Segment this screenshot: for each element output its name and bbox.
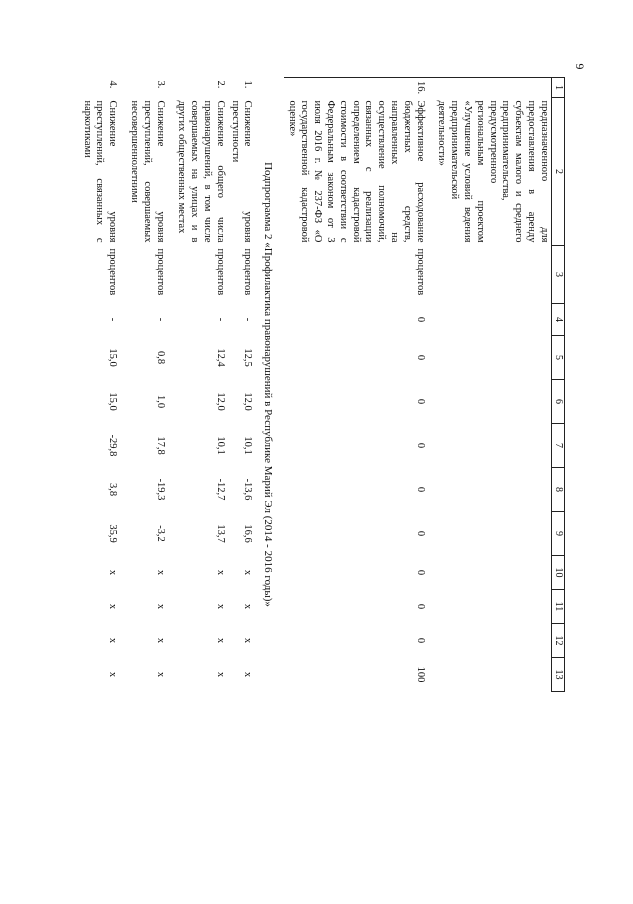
value-cell: 12,5 [242, 348, 254, 367]
value-cell: 15,0 [107, 348, 119, 367]
table-row [227, 78, 255, 692]
value-cell: 12,0 [214, 392, 226, 411]
value-cell [434, 658, 552, 692]
value-cell: - [154, 317, 166, 322]
value-cell: 3,8 [107, 482, 119, 497]
value-cell: x [242, 603, 254, 610]
row-number [434, 78, 552, 98]
value-cell [434, 468, 552, 512]
value-cell: - [242, 317, 254, 322]
indicator-name: Снижение уровня преступлений, связанных с наркотиками [81, 100, 119, 243]
subprogram-title: Подпрограмма 2 «Профилактика правонарушений в Республике Марий Эл (2014 - 2016 годы)» [261, 162, 274, 607]
value-cell: x [107, 569, 119, 576]
value-cell: 0 [414, 530, 426, 537]
value-cell: 0 [414, 316, 426, 323]
header-cell: 2 [551, 98, 564, 246]
value-cell: x [154, 637, 166, 644]
row-number: 16. [284, 78, 434, 98]
header-cell: 8 [551, 468, 564, 512]
value-cell: x [214, 671, 226, 678]
value-cell [434, 336, 552, 380]
value-cell: x [214, 569, 226, 576]
indicator-name: Снижение общего числа правонарушений, в том числе совершаемых на улицах и в других общественных местах [176, 100, 226, 243]
value-cell: x [214, 603, 226, 610]
row-number: 2. [214, 80, 226, 89]
table-row [284, 78, 434, 692]
unit: процентов [214, 248, 226, 296]
header-cell: 7 [551, 424, 564, 468]
value-cell: -19,3 [154, 478, 166, 501]
value-cell: 10,1 [214, 436, 226, 455]
row-number: 4. [107, 80, 119, 89]
value-cell: 15,0 [107, 392, 119, 411]
value-cell: -29,8 [107, 434, 119, 457]
value-cell: x [107, 637, 119, 644]
unit [434, 246, 552, 304]
value-cell: x [107, 603, 119, 610]
table-row [79, 78, 126, 692]
subprogram-row [254, 78, 283, 692]
value-cell: 0 [414, 354, 426, 361]
table-row [174, 78, 227, 692]
header-cell: 9 [551, 512, 564, 556]
value-cell: x [154, 569, 166, 576]
value-cell [434, 304, 552, 336]
value-cell: - [214, 317, 226, 322]
unit: процентов [414, 248, 426, 296]
value-cell: -13,6 [242, 478, 254, 501]
value-cell: 0 [414, 486, 426, 493]
indicator-name: Эффективное расходование бюджетных средств, направленных на осуществление полномочий, связанных с реализации определением кадастровой стоимости в соответствии с Федеральным законом от 3 июля 2016 г. № 237-ФЗ «О государственной кадастровой оценке» [286, 100, 426, 243]
value-cell: 0 [414, 603, 426, 610]
value-cell [434, 512, 552, 556]
indicator-name: Снижение уровня преступности [229, 100, 254, 243]
row-number: 1. [242, 80, 254, 89]
value-cell [434, 624, 552, 658]
indicator-name: Снижение уровня преступлений, совершаемых несовершеннолетними [129, 100, 166, 243]
header-cell: 6 [551, 380, 564, 424]
value-cell: 35,9 [107, 524, 119, 543]
header-cell: 13 [551, 658, 564, 692]
value-cell [434, 424, 552, 468]
header-row [551, 78, 564, 692]
value-cell: 12,4 [214, 348, 226, 367]
unit: процентов [154, 248, 166, 296]
value-cell: 0 [414, 569, 426, 576]
value-cell: 16,6 [242, 524, 254, 543]
value-cell: 13,7 [214, 524, 226, 543]
value-cell: x [154, 671, 166, 678]
value-cell: 100 [414, 666, 426, 683]
indicators-table [79, 77, 565, 692]
header-cell: 12 [551, 624, 564, 658]
value-cell: 17,8 [154, 436, 166, 455]
unit: процентов [107, 248, 119, 296]
value-cell: x [214, 637, 226, 644]
value-cell [434, 380, 552, 424]
value-cell: -3,2 [154, 525, 166, 542]
value-cell: x [154, 603, 166, 610]
unit: процентов [242, 248, 254, 296]
rotated-table-page [81, 77, 565, 857]
value-cell: 0 [414, 442, 426, 449]
header-cell: 1 [551, 78, 564, 98]
indicator-name: предназначенного для предоставления в аренду субъектам малого и среднего предпринимательства, предусмотренного региональным проектом «Улучшение условий ведения предпринимательской деятельности» [436, 100, 550, 243]
header-cell: 11 [551, 590, 564, 624]
header-cell: 10 [551, 556, 564, 590]
header-cell: 5 [551, 336, 564, 380]
table-row [434, 78, 552, 692]
value-cell: x [242, 671, 254, 678]
value-cell: 0,8 [154, 350, 166, 365]
page-number: 6 [572, 63, 587, 70]
value-cell [434, 556, 552, 590]
value-cell [434, 590, 552, 624]
value-cell: x [242, 569, 254, 576]
value-cell: 12,0 [242, 392, 254, 411]
value-cell: 0 [414, 398, 426, 405]
value-cell: x [242, 637, 254, 644]
value-cell: 0 [414, 637, 426, 644]
value-cell: - [107, 317, 119, 322]
header-cell: 4 [551, 304, 564, 336]
value-cell: 10,1 [242, 436, 254, 455]
header-cell: 3 [551, 246, 564, 304]
row-number: 3. [154, 80, 166, 89]
table-row [126, 78, 173, 692]
value-cell: x [107, 671, 119, 678]
value-cell: -12,7 [214, 478, 226, 501]
value-cell: 1,0 [154, 394, 166, 409]
